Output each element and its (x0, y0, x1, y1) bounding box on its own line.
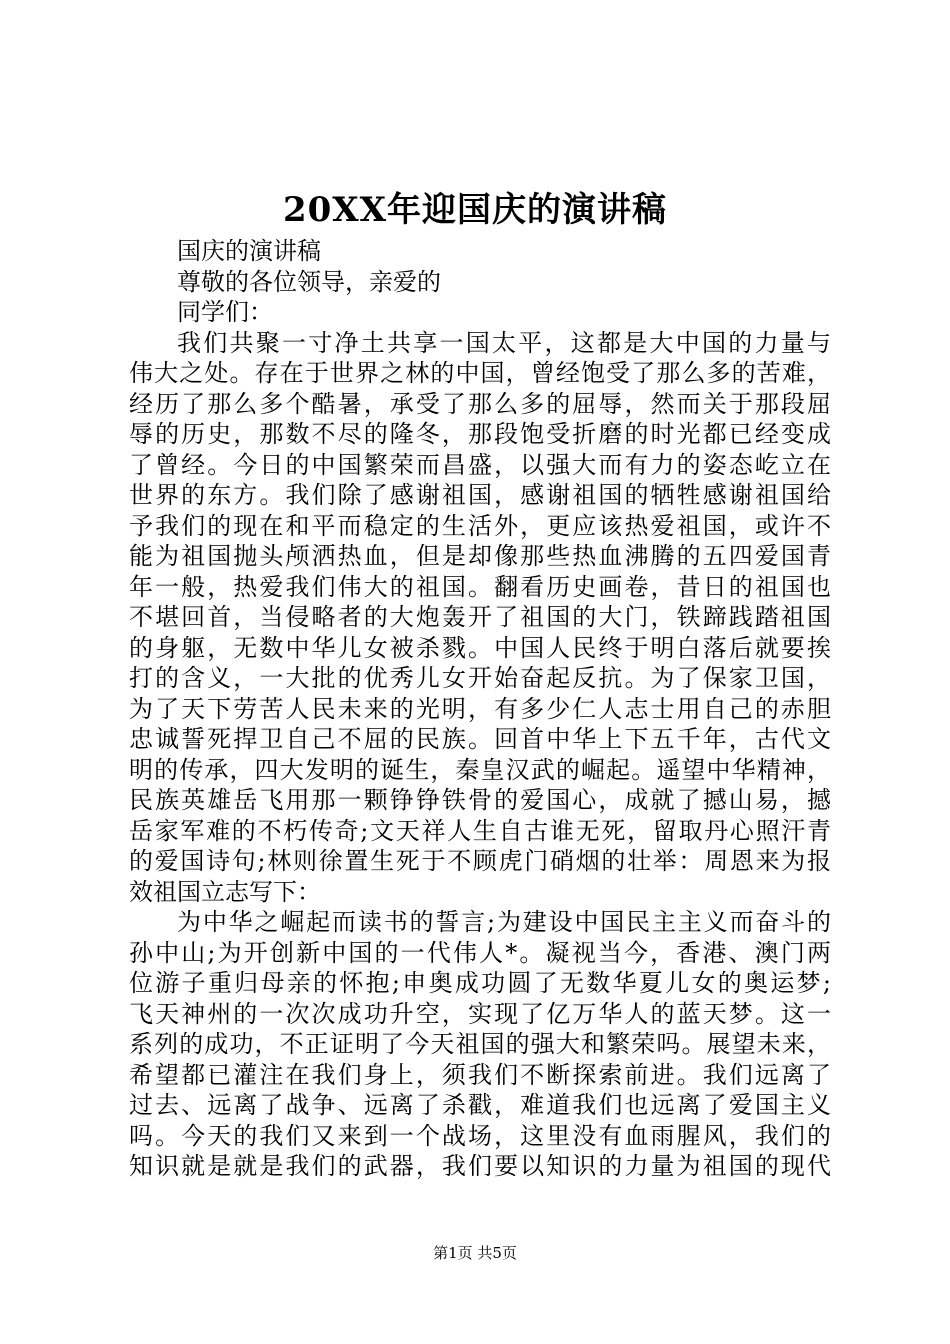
document-title: 20XX年迎国庆的演讲稿 (282, 190, 668, 230)
body-line: 的身躯，无数中华儿女被杀戮。中国人民终于明白落后就要挨 (129, 633, 831, 662)
body-line: 国庆的演讲稿 (177, 237, 321, 265)
body-line: 为了天下劳苦人民未来的光明，有多少仁人志士用自己的赤胆 (129, 694, 831, 723)
body-line: 吗。今天的我们又来到一个战场，这里没有血雨腥风，我们的 (129, 1121, 831, 1150)
body-line: 忠诚誓死捍卫自己不屈的民族。回首中华上下五千年，古代文 (129, 725, 831, 753)
body-line: 民族英雄岳飞用那一颗铮铮铁骨的爱国心，成就了撼山易，撼 (129, 786, 831, 814)
body-line: 为中华之崛起而读书的誓言;为建设中国民主主义而奋斗的 (177, 908, 831, 936)
body-line: 飞天神州的一次次成功升空，实现了亿万华人的蓝天梦。这一 (129, 999, 831, 1028)
body-line: 辱的历史，那数不尽的隆冬，那段饱受折磨的时光都已经变成 (129, 420, 831, 448)
body-line: 明的传承，四大发明的诞生，秦皇汉武的崛起。遥望中华精神， (129, 755, 831, 784)
body-line: 年一般，热爱我们伟大的祖国。翻看历史画卷，昔日的祖国也 (129, 572, 831, 601)
body-line: 系列的成功，不正证明了今天祖国的强大和繁荣吗。展望未来， (129, 1030, 831, 1058)
body-line: 我们共聚一寸净土共享一国太平，这都是大中国的力量与 (177, 328, 831, 357)
body-line: 不堪回首，当侵略者的大炮轰开了祖国的大门，铁蹄践踏祖国 (129, 603, 831, 631)
body-line: 经历了那么多个酷暑，承受了那么多的屈辱，然而关于那段屈 (129, 389, 831, 418)
body-line: 世界的东方。我们除了感谢祖国，感谢祖国的牺牲感谢祖国给 (129, 481, 831, 509)
body-line: 尊敬的各位领导，亲爱的 (177, 267, 441, 296)
page-footer: 第1页 共5页 (433, 1244, 517, 1262)
body-line: 效祖国立志写下： (129, 877, 321, 906)
document-body (129, 236, 831, 1182)
body-line: 同学们： (177, 298, 273, 326)
body-line: 过去、远离了战争、远离了杀戳，难道我们也远离了爱国主义 (129, 1091, 831, 1119)
body-line: 知识就是就是我们的武器，我们要以知识的力量为祖国的现代 (129, 1152, 831, 1180)
body-line: 予我们的现在和平而稳定的生活外，更应该热爱祖国，或许不 (129, 511, 831, 540)
body-line: 能为祖国抛头颅洒热血，但是却像那些热血沸腾的五四爱国青 (129, 542, 831, 570)
body-line: 的爱国诗句;林则徐置生死于不顾虎门硝烟的壮举：周恩来为报 (129, 847, 831, 875)
body-line: 位游子重归母亲的怀抱;申奥成功圆了无数华夏儿女的奥运梦; (129, 969, 831, 997)
body-line: 岳家军难的不朽传奇;文天祥人生自古谁无死，留取丹心照汗青 (129, 816, 831, 845)
body-line: 打的含义，一大批的优秀儿女开始奋起反抗。为了保家卫国， (129, 664, 831, 692)
body-line: 了曾经。今日的中国繁荣而昌盛，以强大而有力的姿态屹立在 (129, 450, 831, 479)
body-line: 伟大之处。存在于世界之林的中国，曾经饱受了那么多的苦难， (129, 359, 831, 387)
body-line: 孙中山;为开创新中国的一代伟人*。凝视当今，香港、澳门两 (129, 938, 831, 967)
body-line: 希望都已灌注在我们身上，须我们不断探索前进。我们远离了 (129, 1060, 831, 1089)
